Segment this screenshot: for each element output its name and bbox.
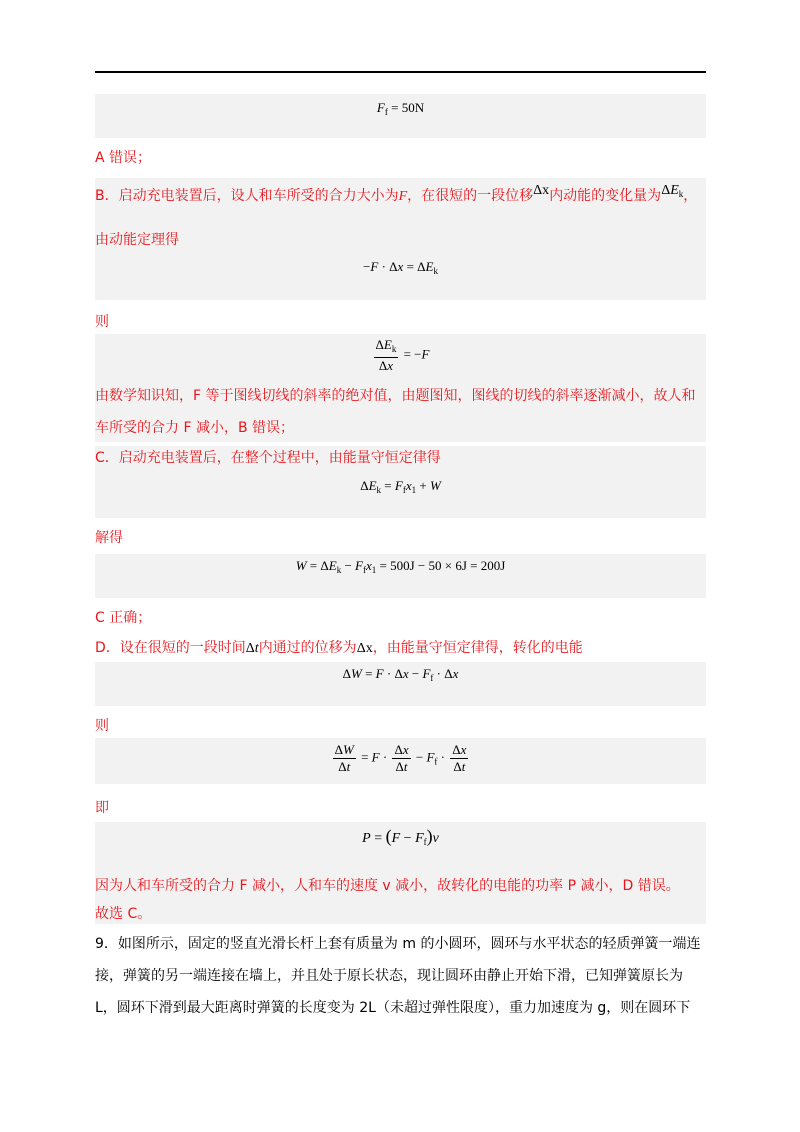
equation-power: $P = (F - F_f)v$ bbox=[362, 826, 439, 847]
answer-b-intro: B．启动充电装置后，设人和车所受的合力大小为F，在很短的一段位移Δx内动能的变化量为$\Delta E_k$， bbox=[95, 183, 698, 204]
question-9-line3: L，圆环下滑到最大距离时弹簧的长度变为 2L（未超过弹性限度），重力加速度为 g，则在圆环下 bbox=[95, 1000, 691, 1016]
equation-kinetic: $-F \cdot \Delta x = \Delta E_k$ bbox=[363, 259, 438, 276]
equation-rate: $\frac{\Delta W}{\Delta t}$ = F · $\frac{\Delta x}{\Delta t}$ − $F_f$ · $\frac{\Delta x}{\Delta t}$ bbox=[95, 738, 706, 784]
b-explanation-line1: 由数学知识知，F 等于图线切线的斜率的绝对值，由题图知，图线的切线的斜率逐渐减小，故人和 bbox=[95, 388, 696, 404]
answer-c-correct: C 正确； bbox=[95, 610, 152, 626]
header-rule bbox=[95, 71, 706, 73]
equation-block-ff: $F_f = 50N$ bbox=[95, 94, 706, 138]
equation-c: $\Delta E_k = F_fx_1 + W$ bbox=[360, 478, 441, 495]
solve-label: 解得 bbox=[95, 530, 123, 546]
equation-ratio: $\frac{\Delta E_k}{\Delta x}$ = −F bbox=[375, 337, 430, 373]
b-explanation-line2: 车所受的合力 F 减小，B 错误； bbox=[95, 420, 295, 436]
ji-label: 即 bbox=[95, 800, 109, 816]
then-label-1: 则 bbox=[95, 314, 109, 330]
answer-a: A 错误； bbox=[95, 150, 152, 166]
equation-d: $\Delta W = F \cdot \Delta x - F_f \cdot \Delta x$ bbox=[95, 662, 706, 706]
b-theorem-label: 由动能定理得 bbox=[95, 232, 179, 248]
then-label-2: 则 bbox=[95, 718, 109, 734]
equation-work: $W = \Delta E_k - F_fx_1 = 500J - 50 \times 6J = 200J$ bbox=[95, 554, 706, 598]
question-9-line1: 9．如图所示，固定的竖直光滑长杆上套有质量为 m 的小圆环，圆环与水平状态的轻质弹簧一端连 bbox=[95, 936, 701, 952]
d-conclusion: 因为人和车所受的合力 F 减小，人和车的速度 v 减小，故转化的电能的功率 P 减小，D 错误。 bbox=[95, 878, 680, 894]
final-choice: 故选 C。 bbox=[95, 906, 152, 922]
answer-c-intro: C．启动充电装置后，在整个过程中，由能量守恒定律得 bbox=[95, 450, 441, 466]
answer-d-intro: D．设在很短的一段时间Δt内通过的位移为Δx，由能量守恒定律得，转化的电能 bbox=[95, 640, 583, 656]
question-9-line2: 接，弹簧的另一端连接在墙上，并且处于原长状态，现让圆环由静止开始下滑，已知弹簧原长为 bbox=[95, 968, 683, 984]
